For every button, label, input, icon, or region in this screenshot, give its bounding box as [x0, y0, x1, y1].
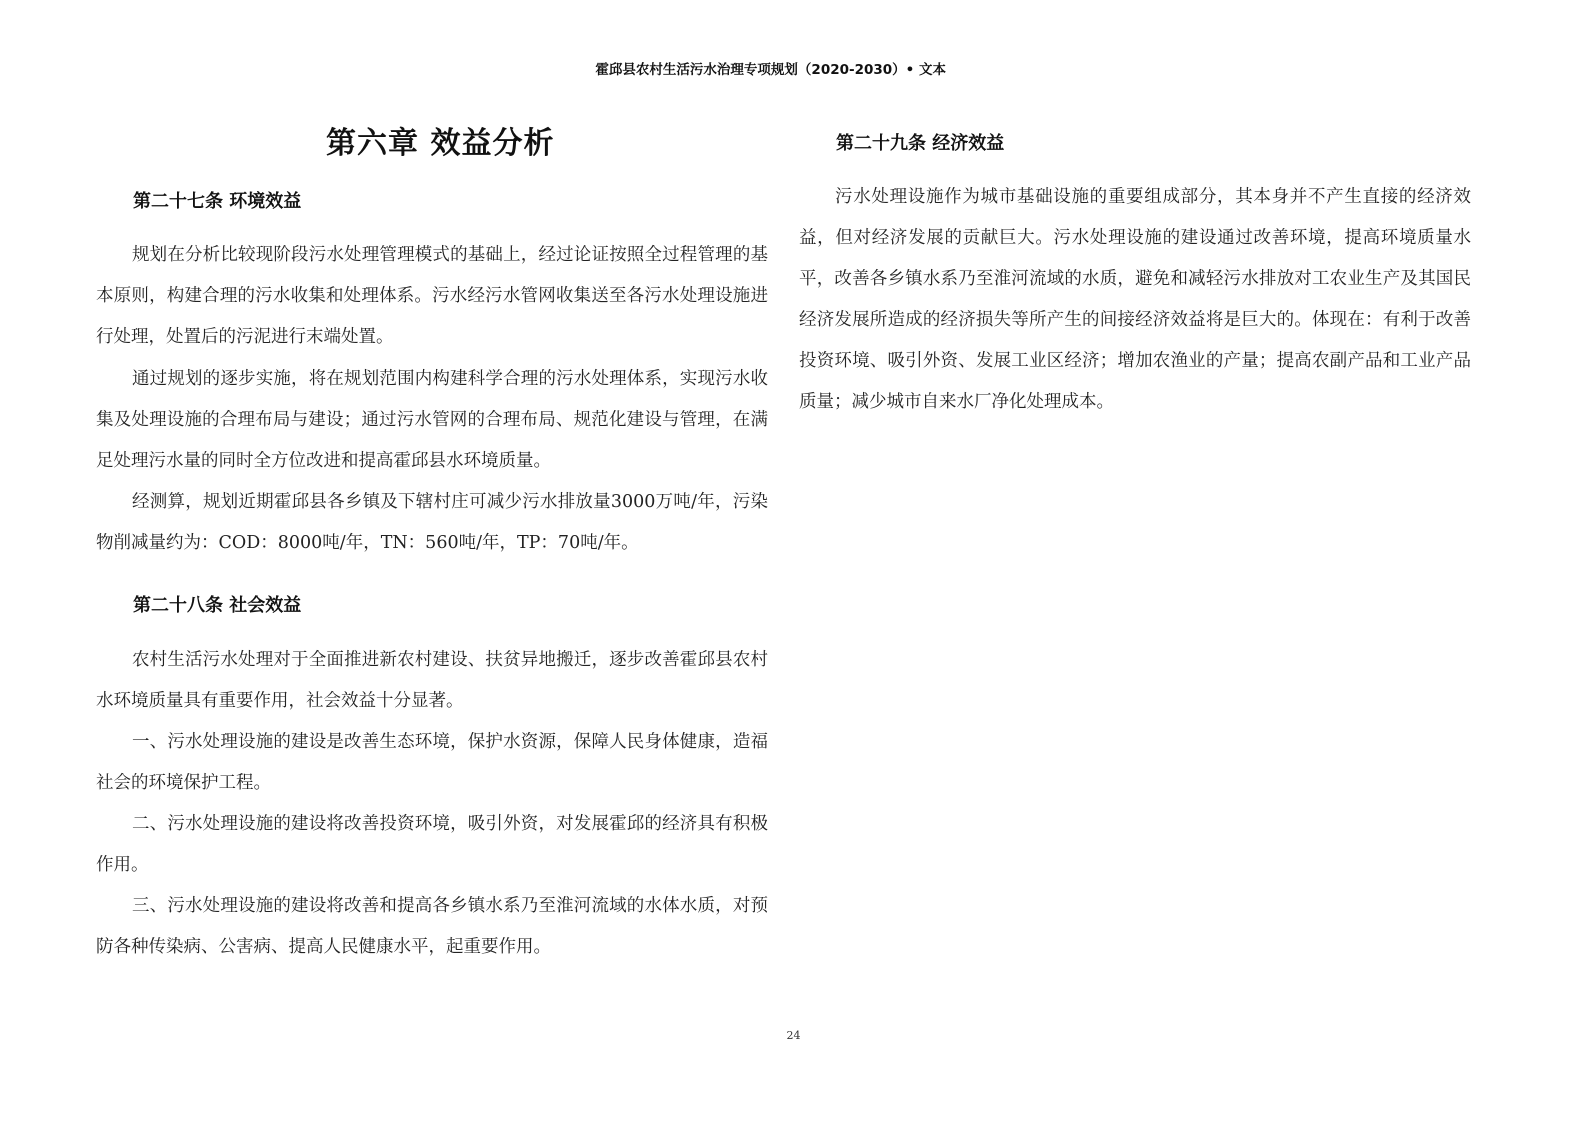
article-28-paragraph-3: 二、污水处理设施的建设将改善投资环境，吸引外资，对发展霍邱的经济具有积极作用。: [96, 814, 768, 875]
article-27-heading: 第二十七条 环境效益: [133, 191, 302, 212]
article-27-paragraph-1: 规划在分析比较现阶段污水处理管理模式的基础上，经过论证按照全过程管理的基本原则，构建合理的污水收集和处理体系。污水经污水管网收集送至各污水处理设施进行处理，处置后的污泥进行末端处置。: [96, 245, 768, 347]
article-27-paragraph-3: 经测算，规划近期霍邱县各乡镇及下辖村庄可减少污水排放量3000万吨/年，污染物削减量约为：COD：8000吨/年，TN：560吨/年，TP：70吨/年。: [96, 492, 768, 553]
article-29-heading: 第二十九条 经济效益: [836, 133, 1005, 154]
article-28-paragraph-4: 三、污水处理设施的建设将改善和提高各乡镇水系乃至淮河流域的水体水质，对预防各种传染病、公害病、提高人民健康水平，起重要作用。: [96, 896, 768, 957]
article-29-paragraph-1: 污水处理设施作为城市基础设施的重要组成部分，其本身并不产生直接的经济效益，但对经济发展的贡献巨大。污水处理设施的建设通过改善环境，提高环境质量水平，改善各乡镇水系乃至淮河流域的水质，避免和减轻污水排放对工农业生产及其国民经济发展所造成的经济损失等所产生的间接经济效益将是巨大的。体现在：有利于改善投资环境、吸引外资、发展工业区经济；增加农渔业的产量；提高农副产品和工业产品质量；减少城市自来水厂净化处理成本。: [799, 187, 1471, 412]
chapter-title: 第六章 效益分析: [326, 126, 555, 161]
page-number: 24: [786, 1029, 801, 1042]
article-28-paragraph-1: 农村生活污水处理对于全面推进新农村建设、扶贫异地搬迁，逐步改善霍邱县农村水环境质量具有重要作用，社会效益十分显著。: [96, 650, 768, 711]
article-28-paragraph-2: 一、污水处理设施的建设是改善生态环境，保护水资源，保障人民身体健康，造福社会的环境保护工程。: [96, 732, 768, 793]
article-28-heading: 第二十八条 社会效益: [133, 595, 302, 616]
article-27-paragraph-2: 通过规划的逐步实施，将在规划范围内构建科学合理的污水处理体系，实现污水收集及处理设施的合理布局与建设；通过污水管网的合理布局、规范化建设与管理，在满足处理污水量的同时全方位改进和提高霍邱县水环境质量。: [96, 369, 768, 471]
document-header: 霍邱县农村生活污水治理专项规划（2020-2030）• 文本: [595, 62, 946, 78]
